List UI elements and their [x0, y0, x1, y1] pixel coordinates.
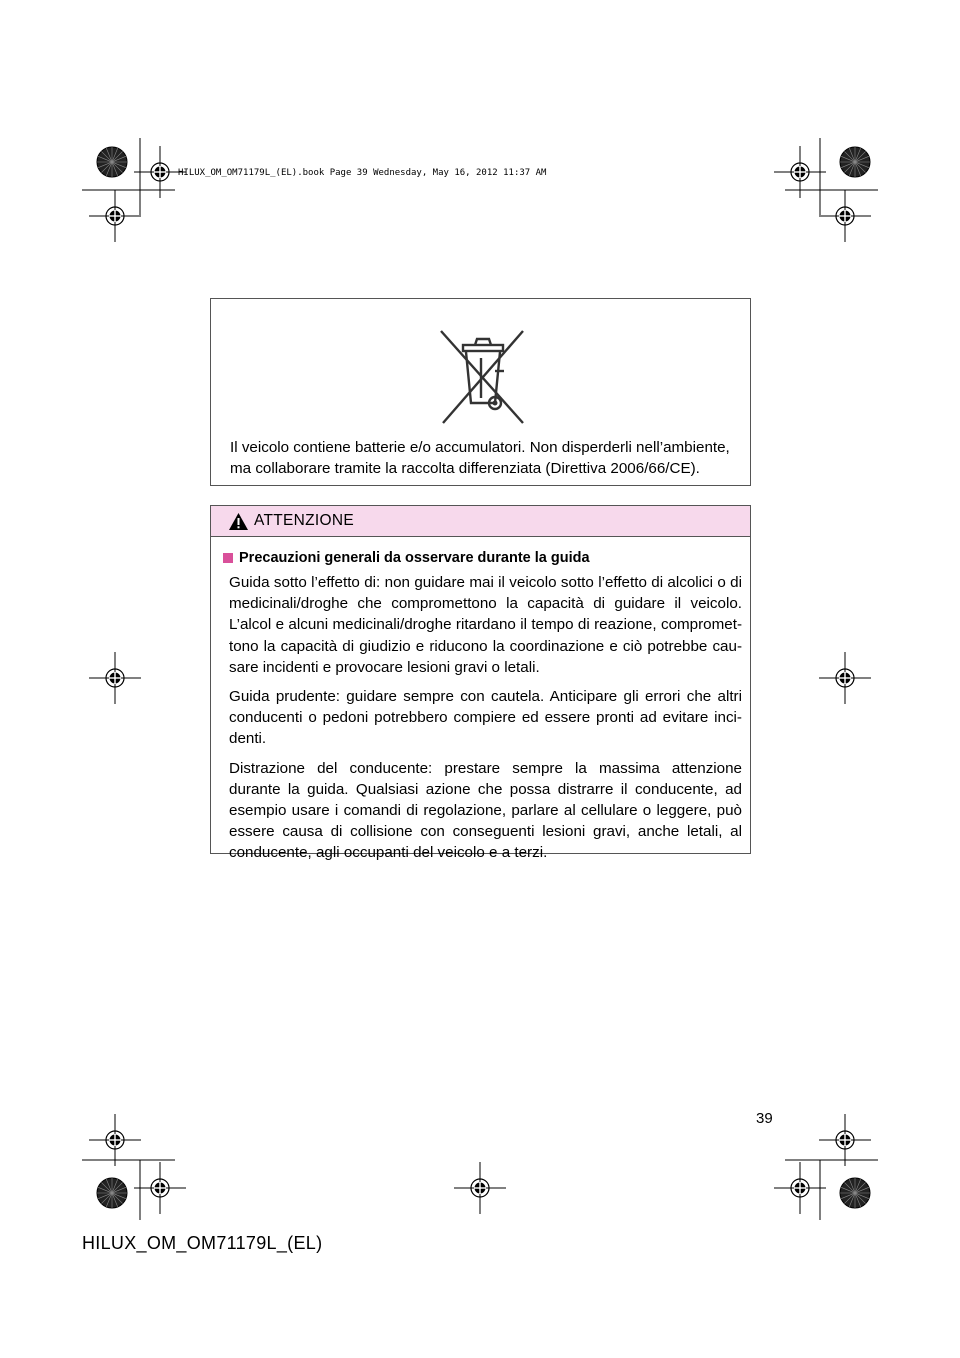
warning-paragraphs: [229, 572, 742, 872]
print-info-header: HILUX_OM_OM71179L_(EL).book Page 39 Wednesday, May 16, 2012 11:37 AM: [178, 168, 547, 178]
document-code: HILUX_OM_OM71179L_(EL): [82, 1233, 323, 1253]
section-title: [223, 550, 590, 566]
warning-header: [211, 506, 750, 537]
paragraph-driver-distraction: Distrazione del conducente: prestare sempre la massima attenzione durante la guida. Qualsiasi azione che possa distrarre il conducente, ad esempio usare i comandi di regolazione, parlare al cellulare o leggere, può essere causa di collisione con conseguenti lesioni gravi, anche letali, al conducente, agli occupanti del veicolo e a terzi.: [229, 759, 742, 862]
page-number: 39: [756, 1110, 773, 1127]
recycling-notice-text: Il veicolo contiene batterie e/o accumulatori. Non disperderli nell’ambiente, ma collaborare tramite la raccolta differenziata (Direttiva 2006/66/CE).: [230, 439, 730, 477]
warning-triangle-icon: [228, 512, 249, 531]
section-title-text: Precauzioni generali da osservare durante la guida: [239, 550, 590, 566]
crossed-out-wheeled-bin-icon: [433, 323, 533, 433]
paragraph-impaired-driving: Guida sotto l’effetto di: non guidare mai il veicolo sotto l’effetto di alcolici o di medicinali/droghe che compromettono la capacità di guidare il veicolo. L’alcol e alcuni medicinali/droghe ritardano il tempo di reazione, compromet-tono la capacità di giudizio e riducono la coordinazione e ciò potrebbe cau-sare incidenti e provocare lesioni gravi o letali.: [229, 574, 742, 676]
square-bullet-icon: [223, 553, 233, 563]
recycling-notice-box: [210, 298, 751, 486]
paragraph-careful-driving: Guida prudente: guidare sempre con cautela. Anticipare gli errori che altri conducenti o pedoni potrebbero compiere ed essere pronti ad evitare inci-denti.: [229, 688, 742, 748]
warning-box: [210, 505, 751, 862]
warning-title: ATTENZIONE: [254, 512, 355, 529]
